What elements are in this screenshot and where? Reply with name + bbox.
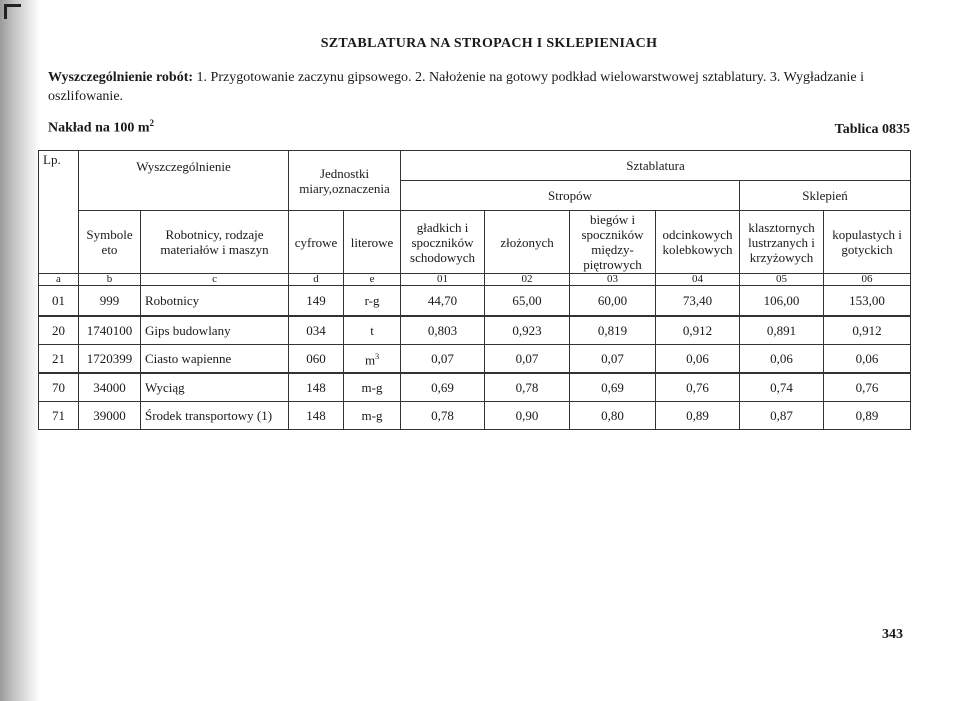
header-literowe: literowe [344, 211, 401, 274]
row-lp: 70 [39, 373, 79, 402]
letter-cell: 04 [656, 274, 740, 286]
row-name: Robotnicy [141, 286, 289, 317]
header-col-06: kopulastych i gotyckich [824, 211, 911, 274]
row-value-05: 0,74 [740, 373, 824, 402]
description-text: 1. Przygotowanie zaczynu gipsowego. 2. Nałożenie na gotowy podkład wielowarstwowej sztablatury. 3. Wygładzanie i oszlifowanie. [48, 70, 864, 104]
header-cyfrowe: cyfrowe [289, 211, 344, 274]
row-value-06: 0,76 [824, 373, 911, 402]
row-symbol: 39000 [79, 402, 141, 430]
norms-table [38, 150, 911, 430]
header-col-01: gładkich i spoczników schodowych [401, 211, 485, 274]
row-value-02: 65,00 [485, 286, 570, 317]
row-cyfrowe: 149 [289, 286, 344, 317]
row-value-01: 0,78 [401, 402, 485, 430]
header-lp-spacer [39, 181, 79, 211]
naklad-sup: 2 [149, 118, 155, 128]
letter-row [39, 274, 911, 286]
row-value-06: 153,00 [824, 286, 911, 317]
row-unit: m-g [344, 373, 401, 402]
row-value-03: 0,819 [570, 316, 656, 345]
row-value-04: 73,40 [656, 286, 740, 317]
letter-cell: e [344, 274, 401, 286]
row-cyfrowe: 034 [289, 316, 344, 345]
page-binding-shadow [0, 0, 40, 701]
letter-cell: 01 [401, 274, 485, 286]
row-lp: 71 [39, 402, 79, 430]
letter-cell: b [79, 274, 141, 286]
row-value-05: 0,891 [740, 316, 824, 345]
row-value-01: 0,69 [401, 373, 485, 402]
corner-mark [4, 4, 21, 19]
row-value-01: 0,07 [401, 345, 485, 374]
row-name: Gips budowlany [141, 316, 289, 345]
table-number: Tablica 0835 [834, 122, 910, 137]
row-value-04: 0,912 [656, 316, 740, 345]
row-value-04: 0,89 [656, 402, 740, 430]
row-lp: 21 [39, 345, 79, 374]
header-lp-spacer-2 [39, 211, 79, 274]
row-value-03: 0,07 [570, 345, 656, 374]
row-value-02: 0,923 [485, 316, 570, 345]
row-lp: 01 [39, 286, 79, 317]
description-label: Wyszczególnienie robót: [48, 70, 194, 85]
row-unit: t [344, 316, 401, 345]
header-col-04: odcinkowych kolebkowych [656, 211, 740, 274]
letter-cell: d [289, 274, 344, 286]
row-unit: m-g [344, 402, 401, 430]
row-value-06: 0,89 [824, 402, 911, 430]
letter-cell: a [39, 274, 79, 286]
row-value-02: 0,90 [485, 402, 570, 430]
header-sztablatura: Sztablatura [401, 151, 911, 181]
row-name: Ciasto wapienne [141, 345, 289, 374]
row-symbol: 1740100 [79, 316, 141, 345]
row-unit: r-g [344, 286, 401, 317]
row-value-04: 0,76 [656, 373, 740, 402]
header-col-03: biegów i spoczników między-piętrowych [570, 211, 656, 274]
row-value-03: 60,00 [570, 286, 656, 317]
header-col-05: klasztornych lustrzanych i krzyżowych [740, 211, 824, 274]
letter-cell: 02 [485, 274, 570, 286]
naklad-label [48, 118, 154, 137]
row-value-02: 0,07 [485, 345, 570, 374]
header-stropow: Stropów [401, 181, 740, 211]
row-cyfrowe: 148 [289, 402, 344, 430]
row-value-04: 0,06 [656, 345, 740, 374]
row-value-06: 0,912 [824, 316, 911, 345]
row-value-05: 106,00 [740, 286, 824, 317]
header-symbole: Symbole eto [79, 211, 141, 274]
header-jednostki: Jednostki miary,oznaczenia [289, 151, 401, 211]
table-row [39, 373, 911, 402]
letter-cell: 06 [824, 274, 911, 286]
header-lp: Lp. [39, 151, 79, 181]
row-value-05: 0,87 [740, 402, 824, 430]
letter-cell: c [141, 274, 289, 286]
table-row [39, 345, 911, 374]
row-name: Środek transportowy (1) [141, 402, 289, 430]
row-value-03: 0,80 [570, 402, 656, 430]
row-cyfrowe: 148 [289, 373, 344, 402]
row-unit [344, 345, 401, 374]
table-row [39, 402, 911, 430]
row-value-01: 0,803 [401, 316, 485, 345]
row-unit-text: m [364, 352, 376, 368]
row-value-02: 0,78 [485, 373, 570, 402]
header-wyszczegolnienie: Wyszczególnienie [79, 151, 289, 211]
row-symbol: 999 [79, 286, 141, 317]
row-value-05: 0,06 [740, 345, 824, 374]
header-robotnicy: Robotnicy, rodzaje materiałów i maszyn [141, 211, 289, 274]
page-number: 343 [882, 627, 903, 642]
page-title: SZTABLATURA NA STROPACH I SKLEPIENIACH [320, 36, 658, 51]
naklad-text: Nakład na 100 m [48, 120, 150, 136]
table-row [39, 286, 911, 317]
header-col-02: złożonych [485, 211, 570, 274]
header-sklepien: Sklepień [740, 181, 911, 211]
row-name: Wyciąg [141, 373, 289, 402]
row-value-01: 44,70 [401, 286, 485, 317]
row-unit-sup: 3 [375, 352, 380, 362]
row-cyfrowe: 060 [289, 345, 344, 374]
work-description [48, 68, 910, 106]
row-symbol: 34000 [79, 373, 141, 402]
row-value-03: 0,69 [570, 373, 656, 402]
row-value-06: 0,06 [824, 345, 911, 374]
letter-cell: 03 [570, 274, 656, 286]
table-row [39, 316, 911, 345]
row-symbol: 1720399 [79, 345, 141, 374]
row-lp: 20 [39, 316, 79, 345]
letter-cell: 05 [740, 274, 824, 286]
